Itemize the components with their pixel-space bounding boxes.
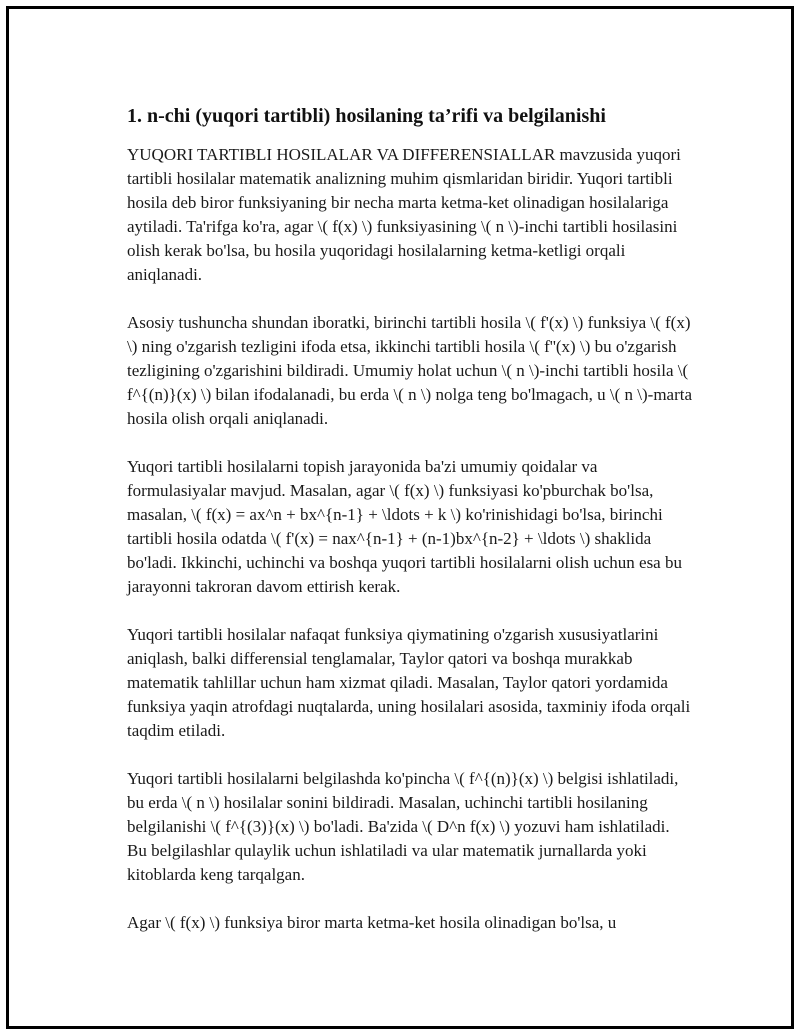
paragraph-6: Agar \( f(x) \) funksiya biror marta ketma-ket hosila olinadigan bo'lsa, u [127, 913, 617, 932]
paragraph-1: YUQORI TARTIBLI HOSILALAR VA DIFFERENSIALLAR mavzusida yuqori tartibli hosilalar matematik analizning muhim qismlaridan biridir. Yuqori tartibli hosila deb biror funksiyaning bir necha marta ketma-ket olinadigan hosilalariga aytiladi. Ta'rifga ko'ra, agar \( f(x) \) funksiyasining \( n \)-inchi tartibli hosilasini olish kerak bo'lsa, bu hosila yuqoridagi hosilalarning ketma-ketligi orqali aniqlanadi. [127, 145, 681, 284]
paragraph-3: Yuqori tartibli hosilalarni topish jarayonida ba'zi umumiy qoidalar va formulasiyalar mavjud. Masalan, agar \( f(x) \) funksiyasi ko'pburchak bo'lsa, masalan, \( f(x) = ax^n + bx^{n-1} + \ldots + k \) ko'rinishidagi bo'lsa, birinchi tartibli hosila odatda \( f'(x) = nax^{n-1} + (n-1)bx^{n-2} + \ldots \) shaklida bo'ladi. Ikkinchi, uchinchi va boshqa yuqori tartibli hosilalarni olish uchun esa bu jarayonni takroran davom ettirish kerak. [127, 457, 682, 596]
paragraph-2: Asosiy tushuncha shundan iboratki, birinchi tartibli hosila \( f'(x) \) funksiya \( f(x) \) ning o'zgarish tezligini ifoda etsa, ikkinchi tartibli hosila \( f''(x) \) bu o'zgarish tezligining o'zgarishini bildiradi. Umumiy holat uchun \( n \)-inchi tartibli hosila \( f^{(n)}(x) \) bilan ifodalanadi, bu erda \( n \) nolga teng bo'lmagach, u \( n \)-marta hosila olish orqali aniqlanadi. [127, 313, 693, 428]
document-content [127, 103, 693, 959]
page-frame [6, 6, 794, 1029]
paragraph-5: Yuqori tartibli hosilalarni belgilashda ko'pincha \( f^{(n)}(x) \) belgisi ishlatiladi, bu erda \( n \) hosilalar sonini bildiradi. Masalan, uchinchi tartibli hosilaning belgilanishi \( f^{(3)}(x) \) bo'ladi. Ba'zida \( D^n f(x) \) yozuvi ham ishlatiladi. Bu belgilashlar qulaylik uchun ishlatiladi va ular matematik jurnallarda yoki kitoblarda keng tarqalgan. [127, 769, 679, 884]
section-heading: 1. n-chi (yuqori tartibli) hosilaning ta’rifi va belgilanishi [127, 105, 606, 127]
paragraph-4: Yuqori tartibli hosilalar nafaqat funksiya qiymatining o'zgarish xususiyatlarini aniqlash, balki differensial tenglamalar, Taylor qatori va boshqa murakkab matematik tahlillar uchun ham xizmat qiladi. Masalan, Taylor qatori yordamida funksiya yaqin atrofdagi nuqtalarda, uning hosilalari asosida, taxminiy ifoda orqali taqdim etiladi. [127, 625, 691, 740]
